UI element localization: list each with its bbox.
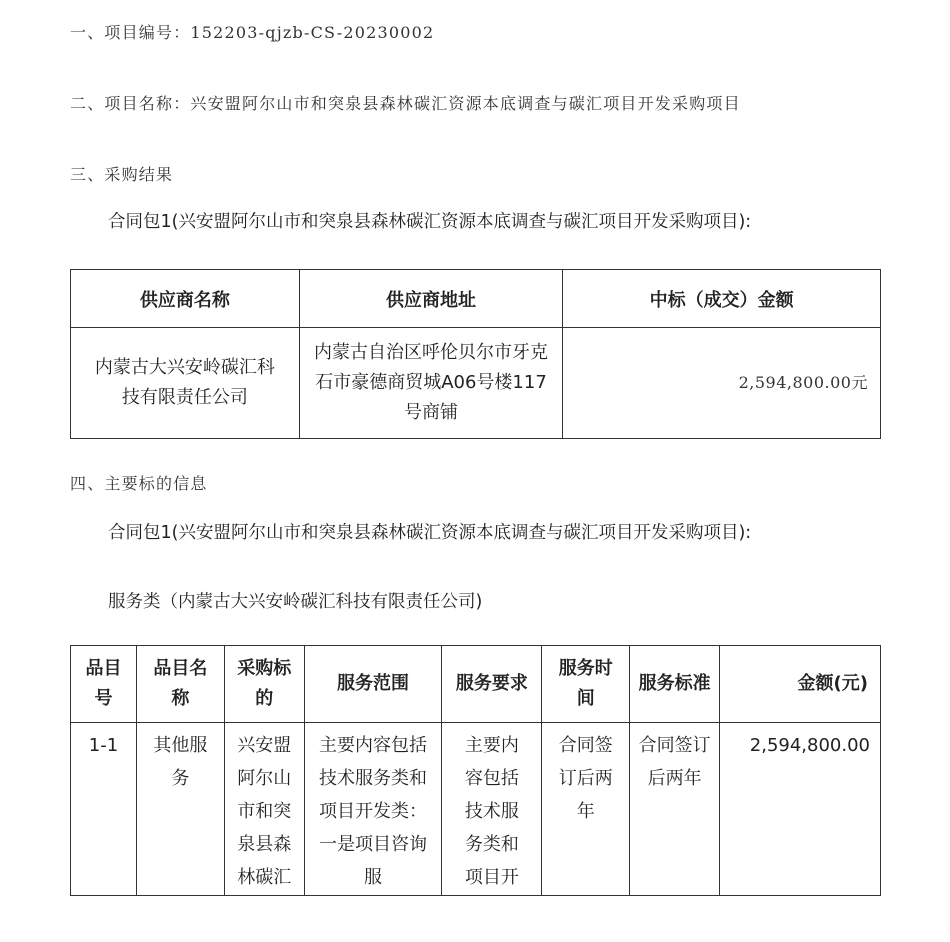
- service-scope: 主要内容包括技术服务类和项目开发类：一是项目咨询服: [304, 723, 442, 896]
- header-amount: 金额(元): [720, 646, 881, 723]
- header-service-scope: 服务范围: [304, 646, 442, 723]
- bid-amount: 2,594,800.00元: [563, 328, 881, 439]
- contract-package-title-2: 合同包1(兴安盟阿尔山市和突泉县森林碳汇资源本底调查与碳汇项目开发采购项目):: [108, 523, 752, 543]
- header-item-name: 品目名称: [136, 646, 224, 723]
- header-service-standard: 服务标准: [630, 646, 720, 723]
- service-standard: 合同签订后两年: [630, 723, 720, 896]
- procurement-subject: 兴安盟阿尔山市和突泉县森林碳汇: [224, 723, 304, 896]
- procurement-result-heading: 三、采购结果: [70, 165, 174, 184]
- contract-package-title: 合同包1(兴安盟阿尔山市和突泉县森林碳汇资源本底调查与碳汇项目开发采购项目):: [108, 212, 752, 232]
- table-header-row: [71, 270, 881, 328]
- item-number: 1-1: [71, 723, 137, 896]
- subject-info-heading: 四、主要标的信息: [70, 474, 208, 493]
- table-row: [71, 328, 881, 439]
- table-row: [71, 723, 881, 896]
- header-supplier-name: 供应商名称: [71, 270, 300, 328]
- header-supplier-address: 供应商地址: [299, 270, 563, 328]
- service-category: 服务类（内蒙古大兴安岭碳汇科技有限责任公司): [108, 592, 483, 612]
- service-time: 合同签订后两年: [542, 723, 630, 896]
- table-header-row: [71, 646, 881, 723]
- header-procurement-subject: 采购标的: [224, 646, 304, 723]
- project-name: 二、项目名称：兴安盟阿尔山市和突泉县森林碳汇资源本底调查与碳汇项目开发采购项目: [70, 94, 741, 113]
- item-name: 其他服务: [136, 723, 224, 896]
- subject-info-table: [70, 645, 881, 896]
- item-amount: 2,594,800.00: [720, 723, 881, 896]
- supplier-name: 内蒙古大兴安岭碳汇科技有限责任公司: [71, 328, 300, 439]
- header-service-requirement: 服务要求: [442, 646, 542, 723]
- service-requirement: 主要内容包括技术服务类和项目开: [442, 723, 542, 896]
- header-bid-amount: 中标（成交）金额: [563, 270, 881, 328]
- procurement-result-table: [70, 269, 881, 439]
- header-service-time: 服务时间: [542, 646, 630, 723]
- supplier-address: 内蒙古自治区呼伦贝尔市牙克石市豪德商贸城A06号楼117号商铺: [299, 328, 563, 439]
- project-number: 一、项目编号：152203-qjzb-CS-20230002: [70, 23, 435, 42]
- header-item-no: 品目号: [71, 646, 137, 723]
